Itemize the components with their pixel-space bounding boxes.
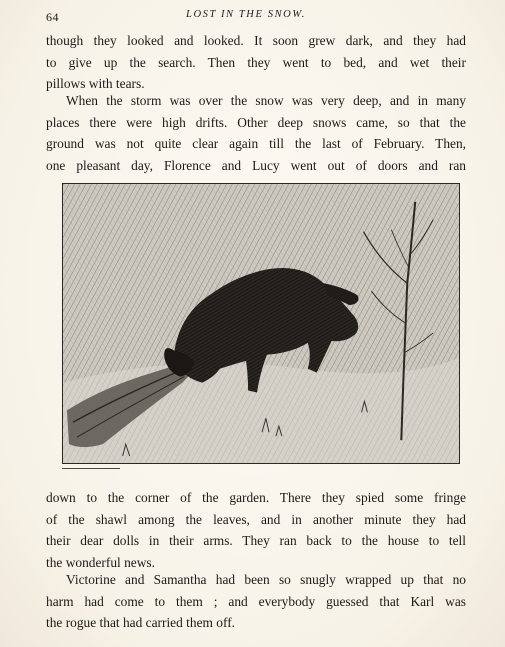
running-title: LOST IN THE SNOW.: [186, 9, 306, 20]
engraving-illustration: [62, 183, 460, 464]
text-line: one pleasant day, Florence and Lucy went out of doors and ran: [46, 157, 466, 173]
text-line: the wonderful news.: [46, 554, 155, 570]
text-line: places there were high drifts. Other deep snows came, so that the: [46, 114, 466, 130]
page-header: [46, 8, 466, 26]
text-line: When the storm was over the snow was very deep, and in many: [66, 93, 466, 108]
text-line: pillows with tears.: [46, 76, 145, 91]
text-line: Victorine and Samantha had been so snugly wrapped up that no: [66, 572, 466, 587]
text-line: of the shawl among the leaves, and in another minute they had: [46, 511, 466, 527]
paragraph-4: [46, 569, 466, 634]
dog-in-snow-engraving: [63, 184, 459, 463]
paragraph-2: [46, 90, 466, 176]
text-line: their dear dolls in their arms. They ran back to the house to tell: [46, 533, 466, 548]
illustration-rule: [62, 468, 120, 469]
text-line: ground was not quite clear again till the last of February. Then,: [46, 136, 466, 151]
text-line: the rogue that had carried them off.: [46, 615, 236, 630]
text-line: down to the corner of the garden. There they spied some fringe: [46, 490, 466, 505]
paragraph-3: [46, 487, 466, 573]
text-line: though they looked and looked. It soon grew dark, and they had: [46, 33, 466, 48]
text-line: harm had come to them ; and everybody guessed that Karl was: [46, 593, 466, 609]
paragraph-1: [46, 30, 466, 95]
text-line: to give up the search. Then they went to bed, and wet their: [46, 54, 466, 70]
page-number: 64: [46, 10, 59, 24]
